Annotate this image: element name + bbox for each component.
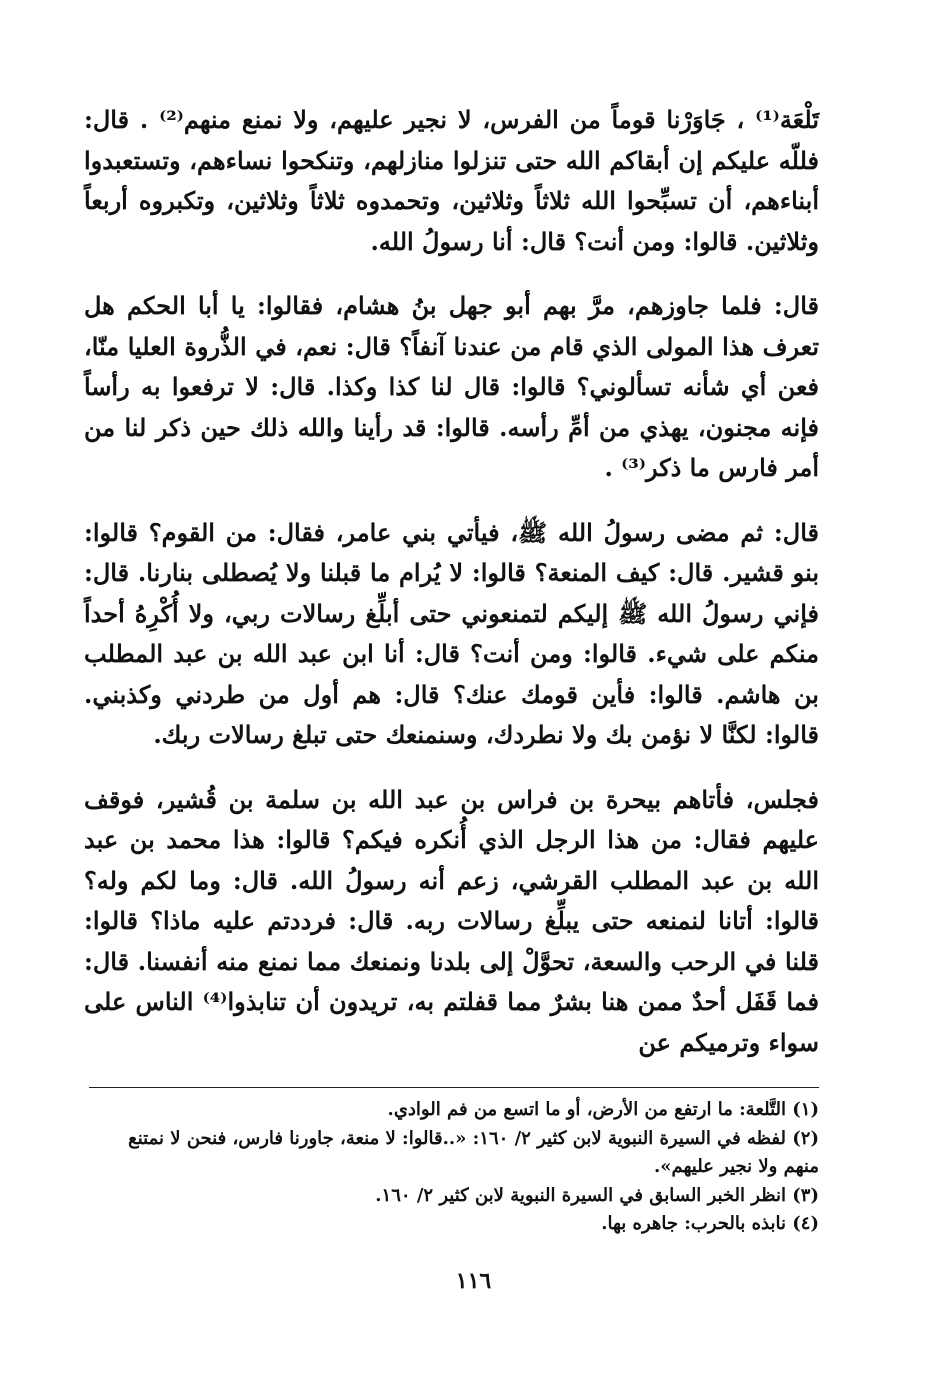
footnote-1: (١) التَّلعة: ما ارتفع من الأرض، أو ما اتسع من فم الوادي. xyxy=(387,1099,819,1120)
paragraph-2: قال: فلما جاوزهم، مرَّ بهم أبو جهل بنُ هشام، فقالوا: يا أبا الحكم هل تعرف هذا المولى الذي قام من عندنا آنفاً؟ قال: نعم، في الذُّروة العليا منّا، فعن أي شأنه تسألوني؟ قالوا: قال لنا كذا وكذا. قال: لا ترفعوا به رأساً فإنه مجنون، يهذي من أمِّ رأسه. قالوا: قد رأينا والله ذلك حين ذكر لنا من أمر فارس ما ذكر⁽³⁾ . xyxy=(84,291,819,482)
main-text xyxy=(84,100,819,1063)
paragraph-3: قال: ثم مضى رسولُ الله ﷺ، فيأتي بني عامر، فقال: من القوم؟ قالوا: بنو قشير. قال: كيف المنعة؟ قالوا: لا يُرام ما قبلنا ولا يُصطلى بنارنا. قال: فإني رسولُ الله ﷺ إليكم لتمنعوني حتى أبلِّغ رسالات ربي، ولا أُكْرِهُ أحداً منكم على شيء. قالوا: ومن أنت؟ قال: أنا ابن عبد الله بن عبد المطلب بن هاشم. قالوا: فأين قومك عنك؟ قال: هم أول من طردني وكذبني. قالوا: لكنَّا لا نؤمن بك ولا نطردك، وسنمنعك حتى تبلغ رسالات ربك. xyxy=(84,517,819,749)
footnote-2: (٢) لفظه في السيرة النبوية لابن كثير ٢/ ١٦٠: «..قالوا: لا منعة، جاورنا فارس، فنحن لا نمتنع منهم ولا نجير عليهم». xyxy=(128,1127,819,1177)
page-number: ١١٦ xyxy=(455,1268,492,1294)
paragraph-1: تَلْعَة⁽¹⁾ ، جَاوَرْنا قوماً من الفرس، لا نجير عليهم، ولا نمنع منهم⁽²⁾ . قال: فللّه عليكم إن أبقاكم الله حتى تنزلوا منازلهم، وتنكحوا نساءهم، وتستعبدوا أبناءهم، أن تسبِّحوا الله ثلاثاً وثلاثين، وتحمدوه ثلاثاً وثلاثين، وتكبروه أربعاً وثلاثين. قالوا: ومن أنت؟ قال: أنا رسولُ الله. xyxy=(84,105,820,256)
footnote-3: (٣) انظر الخبر السابق في السيرة النبوية لابن كثير ٢/ ١٦٠. xyxy=(375,1184,819,1206)
footnotes xyxy=(89,1087,819,1239)
paragraph-4: فجلس، فأتاهم بيحرة بن فراس بن عبد الله بن سلمة بن قُشير، فوقف عليهم فقال: من هذا الرجل الذي أُنكره فيكم؟ قالوا: هذا محمد بن عبد الله بن عبد المطلب القرشي، زعم أنه رسولُ الله. قال: وما لكم وله؟ قالوا: أتانا لنمنعه حتى يبلِّغ رسالات ربه. قال: فرددتم عليه ماذا؟ قالوا: قلنا في الرحب والسعة، تحوَّلْ إلى بلدنا ونمنعك مما نمنع منه أنفسنا. قال: فما قَفَل أحدٌ ممن هنا بشرٌ مما قفلتم به، تريدون أن تنابذوا⁽⁴⁾ الناس على سواء وترميكم عن xyxy=(84,784,819,1057)
footnote-4: (٤) نابذه بالحرب: جاهره بها. xyxy=(601,1213,819,1234)
